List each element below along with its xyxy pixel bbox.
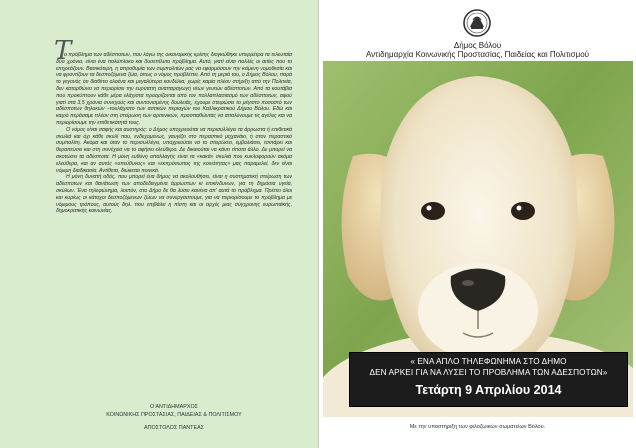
- municipality-name: Δήμος Βόλου: [453, 41, 502, 50]
- banner-slogan-line-2: ΔΕΝ ΑΡΚΕΙ ΓΙΑ ΝΑ ΛΥΣΕΙ ΤΟ ΠΡΟΒΛΗΜΑ ΤΩΝ ΑΔΕΣΠΟΤΩΝ»: [369, 368, 608, 377]
- event-banner: [349, 352, 628, 407]
- letter-paragraph-3: Η μόνη δυνατή οδός, που μπορεί ένα δήμος να ακολουθήσει, είναι η συστηματική στείρωση των αδέσποτων και θανάτωση των αποδεδειγμένα άρρωστων κι επικίνδυνων, για τη δημόσια υγεία, σκύλων. Ένα τηλεφώνημα, λοιπόν, στο Δήμο δε θα λύσει κανένα απ' αυτά το πρόβλημα. Πρέπει όλοι και κυρίως οι κάτοχοι δεσποζόμενων ζώων να συνεργαστούμε, για να περιορίσουμε το πρόβλημα με νόμιμους τρόπους, αυτούς δηλ. που επιβάλει η πίστη και οι αρχές μιας σύγχρονης ευρωπαϊκής, δημοκρατικής κοινωνίας.: [56, 174, 292, 215]
- drop-cap: Τ: [54, 36, 72, 66]
- signature-title-1: Ο ΑΝΤΙΔΗΜΑΡΧΟΣ: [150, 404, 198, 410]
- municipality-logo-icon: [462, 8, 492, 38]
- signature-title-2: ΚΟΙΝΩΝΙΚΗΣ ΠΡΟΣΤΑΣΙΑΣ, ΠΑΙΔΕΙΑΣ & ΠΟΛΙΤΙΣΜΟΥ: [106, 411, 242, 418]
- department-name: Αντιδημαρχία Κοινωνικής Προστασίας, Παιδείας και Πολιτισμού: [365, 50, 590, 59]
- signature-name: ΑΠΟΣΤΟΛΟΣ ΠΑΝΤΕΑΣ: [143, 425, 204, 431]
- letter-body: [56, 52, 292, 215]
- banner-slogan-line-1: « ΕΝΑ ΑΠΛΟ ΤΗΛΕΦΩΝΗΜΑ ΣΤΟ ΔΗΜΟ: [410, 357, 567, 366]
- support-note: Με την υποστήριξη των φιλοζωικών σωματείων Βόλου.: [409, 424, 546, 430]
- letter-paragraph-1: ο πρόβλημα των αδέσποτων, που λόγω της οικονομικής κρίσης διογκώθηκε υπερμέτρα τα τελευταία δύο χρόνια, είναι ένα πολύπλοκο και δυσεπίλυτο πρόβλημα. Αυτό, γιατί είναι πολλές οι αιτίες που το επηρεάζουν. Βασικότερη, η απροθυμία των συμπολιτών μας να εφαρμόσουν την κείμενη νομοθεσία και να φροντίζουν τα δεσποζόμενα ζώα, όπως ο νόμος προβλέπει. Από τη μεριά του, ο Δήμος Βόλου, παρά το γεγονός ότι διαθέτει ολοένα και μεγαλύτερα κονδύλια, χωρίς καμία πλέον στήριξη από την Πολιτεία, δεν κατορθώνει να περιορίσει την ευρύτατη αναπαραγωγή νέων γενεών αδέσποτων. Από τα κουτάβια που προκύπτουν κάθε μέρα ελάχιστα προορίζονται από τον πολλαπλασιασμό των αδέσποτων, αφού γιατί στα 3,5 χρόνια συνεχούς και συντονισμένης δουλειάς, έχουμε στειρώσει το μέγιστο ποσοστό των αδέσποτων θηλυκών –τουλάχιστο των αστικών περιοχών του Καλλικρατικού Δήμου Βόλου. Εδώ και καιρό περάσαμε πλέον στη στείρωση των αρσενικών, προσπαθώντας να απαλύνουμε τις αγέλες και να περιορίσουμε την επιθετικότητά τους.: [56, 52, 292, 126]
- event-date: Τετάρτη 9 Απριλίου 2014: [415, 383, 562, 397]
- letter-paragraph-2: Ο νόμος είναι σαφής και αυστηρός: ο Δήμος υποχρεούται να περισυλλέγει τα άρρωστα ή επιθετικά σκυλιά και όχι κάθε σκυλί που, ενδεχομένως, γαυγίζει στο περαστικό μηχανάκι, ή στον περαστικό συμπολίτη. Ακόμα και όταν το περισυλλέγει, υποχρεούται να το στειρώσει, εμβολιάσει, τσιπάρει και θεραπεύσει και στη συνέχεια να το αφήσει ελεύθερο. Δε δικαιούται να κάνει τίποτα άλλο. Δε μπορεί να σκοτώσει τα αδέσποτα. Η μόνη ευθύνη απαλλαγής είναι τα «κακά» σκυλιά που κυκλοφορούν ακόμα ελεύθερα, και αν αυτός «υπεύθυνος» και «εκπρόσωπος της κοινότητας» μας παραμελεί, δεν είναι νόμιμη διαδικασία. Αντίθετα, διώκεται ποινικά.: [56, 126, 292, 174]
- signature-block: [56, 404, 292, 433]
